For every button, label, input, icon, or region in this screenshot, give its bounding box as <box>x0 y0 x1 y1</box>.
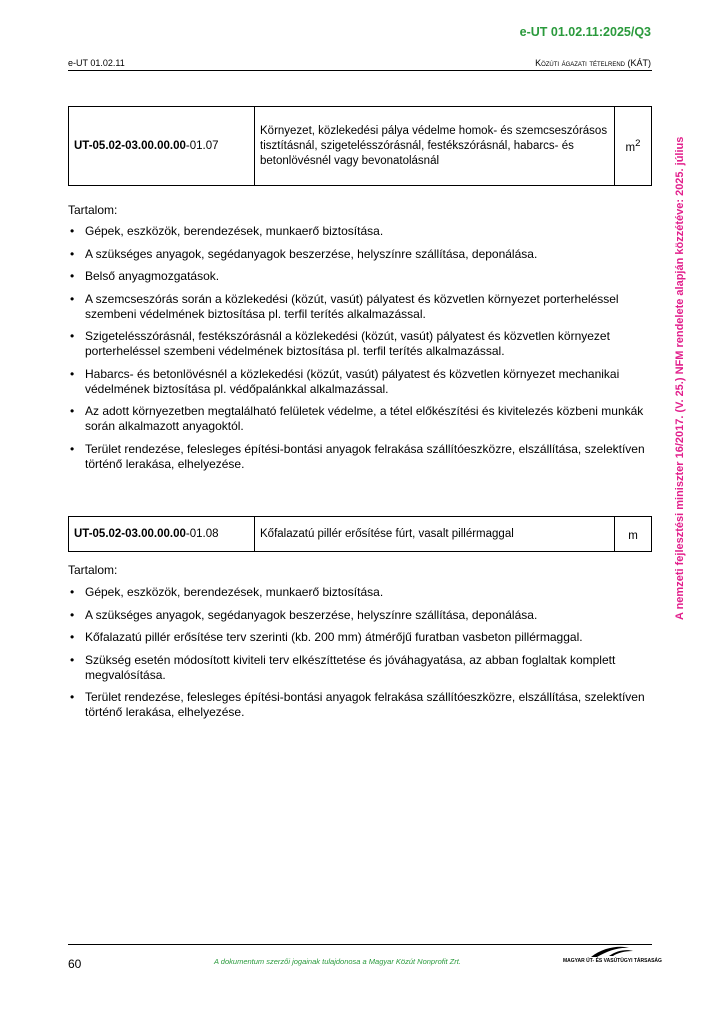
list-item-text: A szemcseszórás során a közlekedési (közút, vasút) pályatest és közvetlen környezet porterheléssel szembeni védelmének biztosítása pl. terfil terítés alkalmazással. <box>85 291 619 321</box>
item-description: Kőfalazatú pillér erősítése fúrt, vasalt pillérmaggal <box>255 517 615 552</box>
bullet-icon: • <box>70 329 75 343</box>
header-left: e-UT 01.02.11 <box>68 58 125 68</box>
item-code-suffix: -01.07 <box>185 139 219 152</box>
list-item <box>68 367 652 397</box>
item-code-main: UT-05.02-03.00.00.00 <box>74 139 186 152</box>
list-item-text: Szükség esetén módosított kiviteli terv elkészíttetése és jóváhagyatása, az abban foglaltak komplett megvalósítása. <box>85 652 616 682</box>
bullet-icon: • <box>70 404 75 418</box>
unit-base: m <box>625 141 636 154</box>
list-item <box>68 630 652 645</box>
society-logo <box>563 944 662 970</box>
list-item-text: Terület rendezése, felesleges építési-bontási anyagok felrakása szállítóeszközre, elszállítása, szelektíven történő lerakása, elhelyezése. <box>85 441 645 471</box>
bullet-icon: • <box>70 652 75 667</box>
unit-base: m <box>628 529 638 542</box>
list-item <box>68 247 652 262</box>
page-number: 60 <box>68 957 82 971</box>
bullet-icon: • <box>70 366 75 381</box>
list-item-text: Szigetelésszórásnál, festékszórásnál a közlekedési (közút, vasút) pályatest és közvetlen környezet porterheléssel szembeni védelmének biztosítása pl. terfil terítés alkalmazással. <box>85 329 610 358</box>
item-code-main: UT-05.02-03.00.00.00 <box>74 528 186 540</box>
list-item-text: A szükséges anyagok, segédanyagok beszerzése, helyszínre szállítása, deponálása. <box>85 246 538 261</box>
bullet-icon: • <box>70 690 75 704</box>
item-unit <box>615 517 652 552</box>
item-unit <box>615 107 652 186</box>
logo-text: MAGYAR ÚT- ÉS VASÚTÜGYI TÁRSASÁG <box>563 958 662 964</box>
bullet-icon: • <box>70 224 75 238</box>
list-item <box>68 442 652 472</box>
copyright-notice: A dokumentum szerzői jogainak tulajdonosa a Magyar Közút Nonprofit Zrt. <box>214 957 461 966</box>
list-item-text: A szükséges anyagok, segédanyagok beszerzése, helyszínre szállítása, deponálása. <box>85 607 538 622</box>
list-item-text: Habarcs- és betonlövésnél a közlekedési (közút, vasút) pályatest és közvetlen környezet mechanikai védelmének biztosítása pl. védőpalánkkal alkalmazással. <box>85 366 620 396</box>
list-item <box>68 269 652 284</box>
bullet-icon: • <box>70 269 75 283</box>
header-rule <box>68 70 652 71</box>
list-item-text: Gépek, eszközök, berendezések, munkaerő biztosítása. <box>85 224 384 238</box>
bullet-icon: • <box>70 441 75 456</box>
list-item-text: Terület rendezése, felesleges építési-bontási anyagok felrakása szállítóeszközre, elszállítása, szelektíven történő lerakása, elhelyezése. <box>85 690 645 719</box>
content-list-1 <box>68 224 652 479</box>
list-item-text: Gépek, eszközök, berendezések, munkaerő biztosítása. <box>85 585 384 599</box>
list-item <box>68 224 652 239</box>
content-label: Tartalom: <box>68 203 118 217</box>
item-code <box>69 517 255 552</box>
list-item <box>68 585 652 600</box>
content-label: Tartalom: <box>68 563 118 577</box>
content-list-2 <box>68 585 652 728</box>
item-table-2 <box>68 516 652 552</box>
item-code <box>69 107 255 186</box>
document-code: e-UT 01.02.11:2025/Q3 <box>519 25 651 39</box>
bullet-icon: • <box>70 246 75 261</box>
list-item <box>68 404 652 434</box>
unit-superscript: 2 <box>635 138 641 150</box>
list-item <box>68 653 652 683</box>
item-description: Környezet, közlekedési pálya védelme homok- és szemcseszórásos tisztításnál, szigetelésszórásnál, festékszórásnál, habarcs- és betonlövésnél vagy bevonatolásnál <box>255 107 615 186</box>
list-item <box>68 329 652 359</box>
side-publication-note: A nemzeti fejlesztési miniszter 16/2017. (V. 25.) NFM rendelete alapján közzétéve: 2025. július <box>674 136 686 620</box>
bullet-icon: • <box>70 630 75 644</box>
list-item-text: Kőfalazatú pillér erősítése terv szerinti (kb. 200 mm) átmérőjű furatban vasbeton pillérmaggal. <box>85 630 583 644</box>
list-item <box>68 292 652 322</box>
item-table-1 <box>68 106 652 186</box>
list-item-text: Belső anyagmozgatások. <box>85 269 220 283</box>
bullet-icon: • <box>70 585 75 599</box>
list-item <box>68 690 652 720</box>
bullet-icon: • <box>70 607 75 622</box>
item-code-suffix: -01.08 <box>185 528 219 540</box>
list-item-text: Az adott környezetben megtalálható felületek védelme, a tétel előkészítési és kivitelezés közbeni munkák során alkalmazott anyagoktól. <box>85 404 644 433</box>
list-item <box>68 608 652 623</box>
header-right: Közúti ágazati tételrend (KÁT) <box>535 58 651 68</box>
bullet-icon: • <box>70 291 75 306</box>
